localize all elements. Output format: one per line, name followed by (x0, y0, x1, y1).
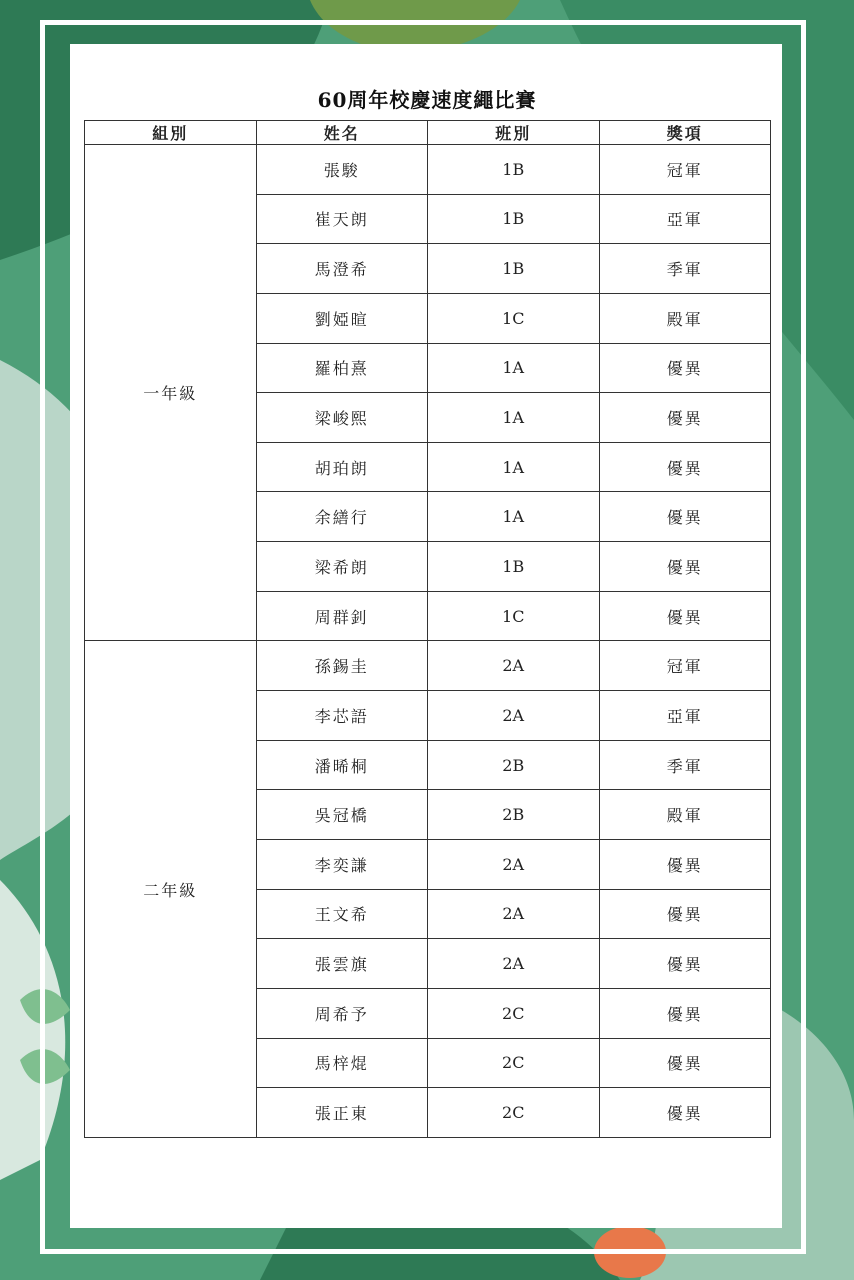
awards-table (84, 120, 771, 1138)
group-cell: 二年級 (85, 641, 257, 1138)
student-name-cell: 張正東 (256, 1088, 428, 1138)
student-name-cell: 馬澄希 (256, 244, 428, 294)
table-header-row (85, 121, 771, 145)
group-cell: 一年級 (85, 145, 257, 641)
award-cell: 殿軍 (599, 293, 771, 343)
class-cell: 1A (428, 393, 600, 443)
class-cell: 2A (428, 839, 600, 889)
award-cell: 季軍 (599, 244, 771, 294)
class-cell: 2B (428, 740, 600, 790)
student-name-cell: 潘晞桐 (256, 740, 428, 790)
student-name-cell: 吳冠橋 (256, 790, 428, 840)
student-name-cell: 羅柏熹 (256, 343, 428, 393)
header-group: 組別 (85, 121, 257, 145)
student-name-cell: 余繕行 (256, 492, 428, 542)
class-cell: 1C (428, 293, 600, 343)
class-cell: 1B (428, 244, 600, 294)
class-cell: 1B (428, 145, 600, 195)
award-cell: 冠軍 (599, 145, 771, 195)
class-cell: 2C (428, 988, 600, 1038)
student-name-cell: 梁峻熙 (256, 393, 428, 443)
table-row (85, 145, 771, 195)
award-cell: 優異 (599, 939, 771, 989)
class-cell: 1C (428, 591, 600, 641)
class-cell: 2C (428, 1038, 600, 1088)
header-name: 姓名 (256, 121, 428, 145)
award-cell: 優異 (599, 889, 771, 939)
award-cell: 優異 (599, 988, 771, 1038)
student-name-cell: 孫錫圭 (256, 641, 428, 691)
award-cell: 優異 (599, 1088, 771, 1138)
header-award: 獎項 (599, 121, 771, 145)
award-cell: 優異 (599, 542, 771, 592)
award-cell: 優異 (599, 393, 771, 443)
student-name-cell: 王文希 (256, 889, 428, 939)
award-cell: 優異 (599, 1038, 771, 1088)
class-cell: 2B (428, 790, 600, 840)
class-cell: 2A (428, 889, 600, 939)
class-cell: 1B (428, 542, 600, 592)
class-cell: 2A (428, 641, 600, 691)
award-cell: 優異 (599, 442, 771, 492)
award-cell: 優異 (599, 492, 771, 542)
class-cell: 1A (428, 442, 600, 492)
award-cell: 優異 (599, 343, 771, 393)
class-cell: 2A (428, 939, 600, 989)
student-name-cell: 梁希朗 (256, 542, 428, 592)
class-cell: 1A (428, 343, 600, 393)
class-cell: 2C (428, 1088, 600, 1138)
award-cell: 優異 (599, 591, 771, 641)
class-cell: 1A (428, 492, 600, 542)
award-cell: 冠軍 (599, 641, 771, 691)
award-cell: 季軍 (599, 740, 771, 790)
student-name-cell: 胡珀朗 (256, 442, 428, 492)
table-row (85, 641, 771, 691)
student-name-cell: 周希予 (256, 988, 428, 1038)
award-cell: 亞軍 (599, 691, 771, 741)
award-cell: 殿軍 (599, 790, 771, 840)
award-cell: 亞軍 (599, 194, 771, 244)
student-name-cell: 馬梓焜 (256, 1038, 428, 1088)
student-name-cell: 張駿 (256, 145, 428, 195)
student-name-cell: 張雲旗 (256, 939, 428, 989)
header-class: 班別 (428, 121, 600, 145)
student-name-cell: 李芯語 (256, 691, 428, 741)
award-cell: 優異 (599, 839, 771, 889)
student-name-cell: 周群釗 (256, 591, 428, 641)
student-name-cell: 李奕謙 (256, 839, 428, 889)
class-cell: 2A (428, 691, 600, 741)
student-name-cell: 劉婭暄 (256, 293, 428, 343)
student-name-cell: 崔天朗 (256, 194, 428, 244)
class-cell: 1B (428, 194, 600, 244)
table-body (85, 145, 771, 1138)
page-title: 60周年校慶速度繩比賽 (317, 88, 537, 112)
